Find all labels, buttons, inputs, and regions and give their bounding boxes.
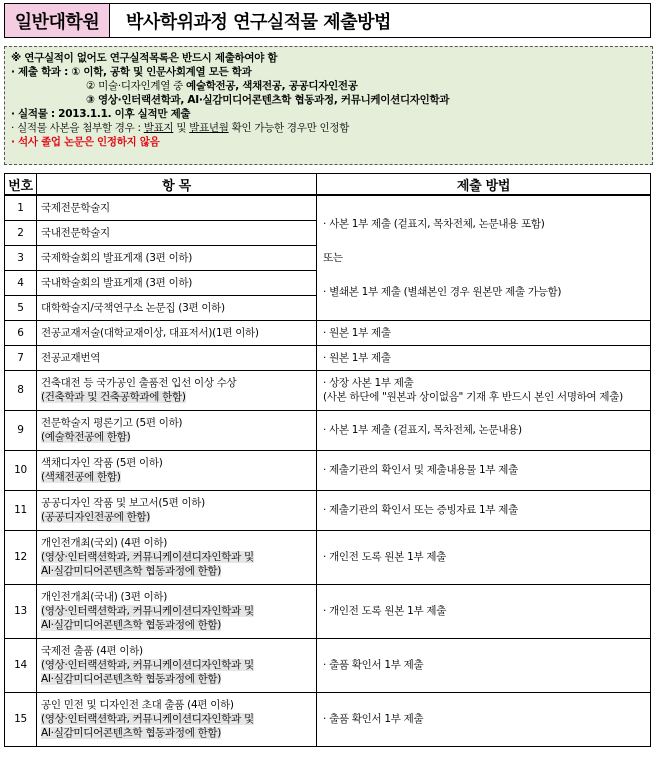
method-offprint: · 별쇄본 1부 제출 (별쇄본인 경우 원본만 제출 가능함): [323, 285, 562, 298]
header-item: 항 목: [37, 174, 317, 196]
table-row: [5, 370, 651, 410]
row-method: [317, 370, 651, 410]
row-method: · 개인전 도록 원본 1부 제출: [317, 584, 651, 638]
notice-copy-venue: 발표지: [143, 122, 174, 134]
notice-box: [4, 46, 653, 165]
page-header: [4, 3, 651, 38]
row-item-scope: (색채전공에 한함): [41, 471, 121, 483]
row-item: 국내전문학술지: [37, 220, 317, 245]
row-item-scope: (영상·인터랙션학과, 커뮤니케이션디자인학과 및: [41, 713, 254, 725]
row-number: 11: [5, 490, 37, 530]
notice-departments-2-bold: 예술학전공, 색채전공, 공공디자인전공: [186, 80, 358, 92]
row-item-title: 전문학술지 평론기고 (5편 이하): [41, 417, 183, 429]
notice-departments-line: · 제출 학과 : ① 이학, 공학 및 인문사회계열 모든 학과: [11, 66, 252, 78]
table-row: [5, 450, 651, 490]
row-method: · 출품 확인서 1부 제출: [317, 638, 651, 692]
row-method: · 제출기관의 확인서 및 제출내용물 1부 제출: [317, 450, 651, 490]
graduate-school-badge: 일반대학원: [4, 3, 110, 38]
header-method: 제출 방법: [317, 174, 651, 196]
method-award-note: (사본 하단에 "원본과 상이없음" 기재 후 반드시 본인 서명하여 제출): [323, 391, 623, 403]
row-item-scope: (예술학전공에 한함): [41, 431, 131, 443]
table-row: [5, 345, 651, 370]
row-method: · 개인전 도록 원본 1부 제출: [317, 530, 651, 584]
row-number: 15: [5, 692, 37, 746]
notice-thesis-warning: · 석사 졸업 논문은 인정하지 않음: [11, 136, 160, 148]
table-row: [5, 195, 651, 220]
table-row: [5, 584, 651, 638]
row-item-title: 공공디자인 작품 및 보고서(5편 이하): [41, 497, 205, 509]
row-item-scope-2: AI·실감미디어콘텐츠학 협동과정에 한함): [41, 727, 222, 739]
row-number: 6: [5, 320, 37, 345]
row-item: [37, 490, 317, 530]
notice-copy-mid: 및: [173, 122, 190, 134]
row-number: 1: [5, 195, 37, 220]
row-item: [37, 638, 317, 692]
row-item: 국제학술회의 발표게재 (3편 이하): [37, 245, 317, 270]
notice-departments-2-plain: ② 미술·디자인계열 중: [86, 80, 187, 92]
row-number: 4: [5, 270, 37, 295]
row-item-scope: (건축학과 및 건축공학과에 한함): [41, 391, 186, 403]
row-item: [37, 370, 317, 410]
row-item: [37, 410, 317, 450]
notice-departments-2: [11, 79, 652, 93]
notice-copy-suffix: 확인 가능한 경우만 인정함: [228, 122, 350, 134]
row-item-title: 국제전 출품 (4편 이하): [41, 645, 143, 657]
notice-departments-3: ③ 영상·인터랙션학과, AI·실감미디어콘텐츠학 협동과정, 커뮤니케이션디자인학과: [86, 94, 450, 106]
notice-copy-prefix: · 실적물 사본을 첨부할 경우 :: [11, 122, 144, 134]
row-method: · 사본 1부 제출 (겉표지, 목차전체, 논문내용): [317, 410, 651, 450]
row-number: 12: [5, 530, 37, 584]
row-method: · 제출기관의 확인서 또는 증빙자료 1부 제출: [317, 490, 651, 530]
row-item: 국제전문학술지: [37, 195, 317, 220]
row-method: · 출품 확인서 1부 제출: [317, 692, 651, 746]
page-title: 박사학위과정 연구실적물 제출방법: [110, 3, 651, 38]
notice-required-line: ※ 연구실적이 없어도 연구실적목록은 반드시 제출하여야 함: [11, 52, 278, 64]
row-item-scope-2: AI·실감미디어콘텐츠학 협동과정에 한함): [41, 619, 222, 631]
row-number: 5: [5, 295, 37, 320]
row-number: 2: [5, 220, 37, 245]
header-number: 번호: [5, 174, 37, 196]
row-item-title: 색채디자인 작품 (5편 이하): [41, 457, 163, 469]
table-row: [5, 320, 651, 345]
row-item: 전공교재저술(대학교재이상, 대표저서)(1편 이하): [37, 320, 317, 345]
row-item: 국내학술회의 발표게재 (3편 이하): [37, 270, 317, 295]
row-item: [37, 530, 317, 584]
table-header-row: [5, 174, 651, 196]
row-item: [37, 450, 317, 490]
row-item: [37, 692, 317, 746]
table-row: [5, 530, 651, 584]
table-row: [5, 638, 651, 692]
notice-copy-rule: [11, 121, 652, 135]
row-number: 13: [5, 584, 37, 638]
row-item-scope: (영상·인터랙션학과, 커뮤니케이션디자인학과 및: [41, 551, 254, 563]
row-number: 8: [5, 370, 37, 410]
method-or: 또는: [323, 251, 343, 264]
row-item: 대학학술지/국책연구소 논문집 (3편 이하): [37, 295, 317, 320]
row-number: 3: [5, 245, 37, 270]
row-item-title: 공인 민전 및 디자인전 초대 출품 (4편 이하): [41, 699, 234, 711]
row-item-scope: (영상·인터랙션학과, 커뮤니케이션디자인학과 및: [41, 659, 254, 671]
row-number: 7: [5, 345, 37, 370]
submission-table: [4, 173, 651, 747]
row-item: 전공교재번역: [37, 345, 317, 370]
method-award-copy: · 상장 사본 1부 제출: [323, 377, 414, 389]
row-item-scope-2: AI·실감미디어콘텐츠학 협동과정에 한함): [41, 673, 222, 685]
row-item-scope: (영상·인터랙션학과, 커뮤니케이션디자인학과 및: [41, 605, 254, 617]
row-item: [37, 584, 317, 638]
row-item-title: 건축대전 등 국가공인 출품전 입선 이상 수상: [41, 377, 237, 389]
row-number: 10: [5, 450, 37, 490]
row-number: 9: [5, 410, 37, 450]
row-number: 14: [5, 638, 37, 692]
table-row: [5, 490, 651, 530]
table-row: [5, 410, 651, 450]
row-item-scope-2: AI·실감미디어콘텐츠학 협동과정에 한함): [41, 565, 222, 577]
row-method: · 원본 1부 제출: [317, 345, 651, 370]
notice-period: · 실적물 : 2013.1.1. 이후 실적만 제출: [11, 108, 191, 120]
table-row: [5, 692, 651, 746]
row-item-scope: (공공디자인전공에 한함): [41, 511, 151, 523]
row-method: · 원본 1부 제출: [317, 320, 651, 345]
method-journals: [317, 195, 651, 320]
row-item-title: 개인전개최(국내) (3편 이하): [41, 591, 168, 603]
method-copy: · 사본 1부 제출 (겉표지, 목차전체, 논문내용 포함): [323, 217, 545, 230]
notice-copy-date: 발표년월: [189, 122, 229, 134]
row-item-title: 개인전개최(국외) (4편 이하): [41, 537, 168, 549]
